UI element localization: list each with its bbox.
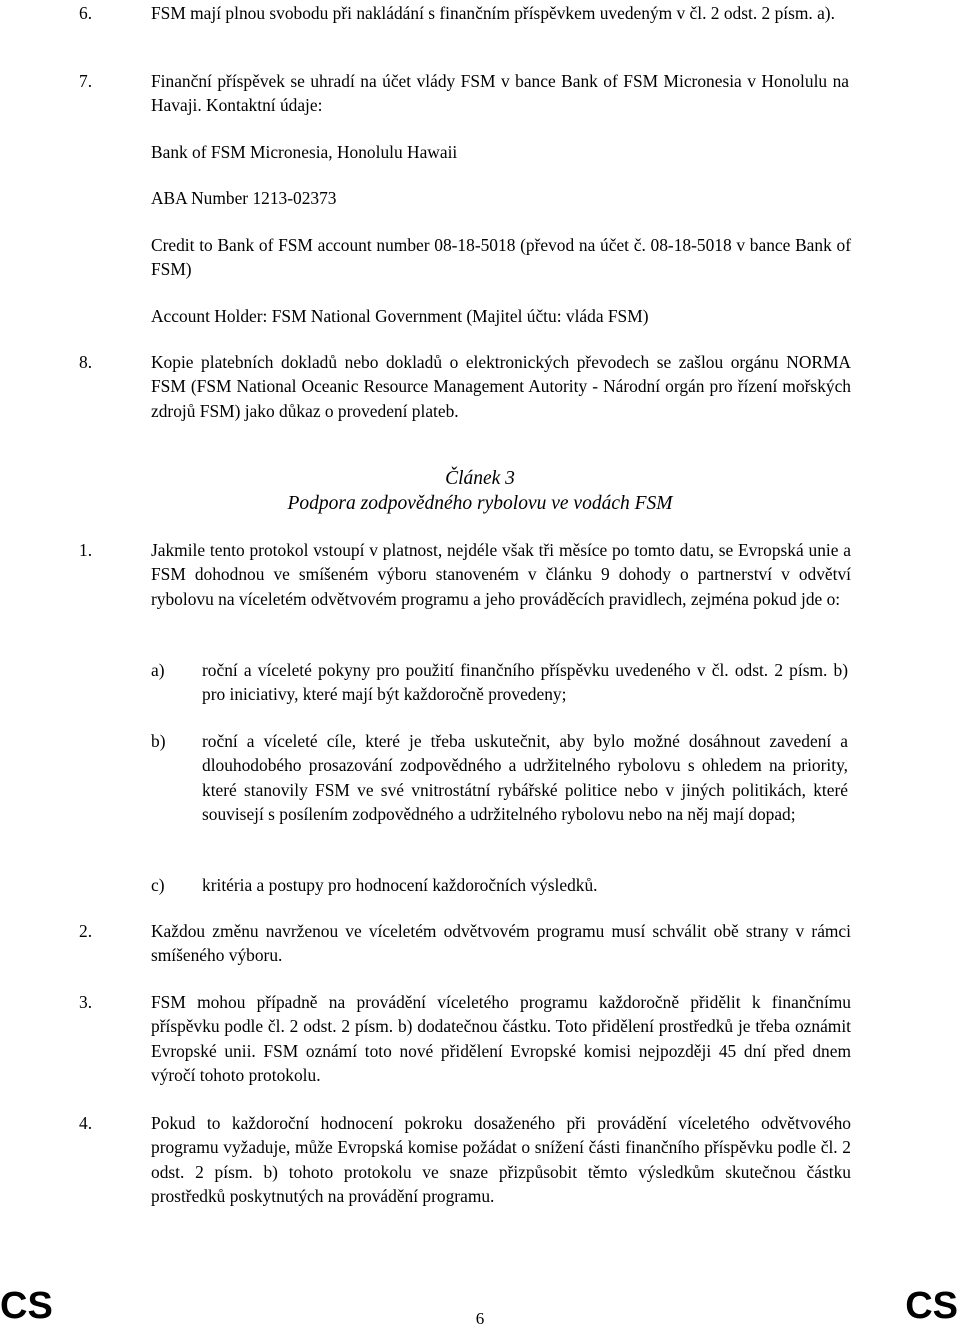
subitem-text-c: kritéria a postupy pro hodnocení každoročních výsledků. (202, 875, 598, 895)
article-item-text-2: Každou změnu navrženou ve víceletém odvětvovém programu musí schválit obě strany v rámci smíšeného výboru. (151, 921, 851, 966)
item-number-8: 8. (79, 352, 93, 372)
item-text-7: Finanční příspěvek se uhradí na účet vlády FSM v bance Bank of FSM Micronesia v Honolulu na Havaji. Kontaktní údaje: (151, 71, 849, 116)
subitem-label-c: c) (151, 875, 165, 895)
article-title: Článek 3 (445, 468, 515, 489)
page-number: 6 (475, 1309, 485, 1328)
contact-aba-number: ABA Number 1213-02373 (151, 188, 337, 208)
article-item-number-1: 1. (79, 540, 93, 560)
item-text-6: FSM mají plnou svobodu při nakládání s finančním příspěvkem uvedeným v čl. 2 odst. 2 písm. a). (151, 3, 835, 23)
article-item-number-2: 2. (79, 921, 93, 941)
item-text-8: Kopie platebních dokladů nebo dokladů o elektronických převodech se zašlou orgánu NORMA FSM (FSM National Oceanic Resource Management Autority - Národní orgán pro řízení mořských zdrojů FSM) jako důkaz o provedení plateb. (151, 352, 851, 421)
item-number-7: 7. (79, 71, 93, 91)
article-item-number-4: 4. (79, 1113, 93, 1133)
subitem-label-a: a) (151, 660, 165, 680)
article-item-text-4: Pokud to každoroční hodnocení pokroku dosaženého při provádění víceletého odvětvového programu vyžaduje, může Evropská komise požádat o snížení části finančního příspěvku podle čl. 2 odst. 2 písm. b) tohoto protokolu ve snaze přizpůsobit těmto výsledkům skutečnou částku prostředků poskytnutých na provádění programu. (151, 1113, 851, 1207)
article-item-text-3: FSM mohou případně na provádění víceletého programu každoročně přidělit k finančnímu příspěvku podle čl. 2 odst. 2 písm. b) dodatečnou částku. Toto přidělení prostředků je třeba oznámit Evropské unii. FSM oznámí toto nové přidělení Evropské komisi nejpozději 45 dní před dnem výročí tohoto protokolu. (151, 992, 851, 1086)
article-item-text-1: Jakmile tento protokol vstoupí v platnost, nejdéle však tři měsíce po tomto datu, se Evropská unie a FSM dohodnou ve smíšeném výboru stanoveném v článku 9 dohody o partnerství v odvětví rybolovu na víceletém odvětvovém programu a jeho prováděcích pravidlech, zejména pokud jde o: (151, 540, 851, 609)
contact-bank: Bank of FSM Micronesia, Honolulu Hawaii (151, 142, 458, 162)
footer-language-left: CS (0, 1285, 53, 1327)
footer-language-right: CS (905, 1285, 958, 1327)
subitem-label-b: b) (151, 731, 166, 751)
article-item-number-3: 3. (79, 992, 93, 1012)
item-number-6: 6. (79, 3, 93, 23)
subitem-text-b: roční a víceleté cíle, které je třeba uskutečnit, aby bylo možné dosáhnout zavedení a dlouhodobého prosazování zodpovědného a udržitelného rybolovu s ohledem na priority, které stanovily FSM ve své vnitrostátní rybářské politice nebo v jiných politikách, které souvisejí s posílením zodpovědného a udržitelného rybolovu nebo na něj mají dopad; (202, 731, 848, 825)
article-subtitle: Podpora zodpovědného rybolovu ve vodách FSM (287, 493, 673, 514)
subitem-text-a: roční a víceleté pokyny pro použití finančního příspěvku uvedeného v čl. odst. 2 písm. b) pro iniciativy, které mají být každoročně provedeny; (202, 660, 848, 705)
contact-account-holder: Account Holder: FSM National Government (Majitel účtu: vláda FSM) (151, 306, 649, 326)
contact-credit: Credit to Bank of FSM account number 08-18-5018 (převod na účet č. 08-18-5018 v bance Bank of FSM) (151, 235, 851, 280)
